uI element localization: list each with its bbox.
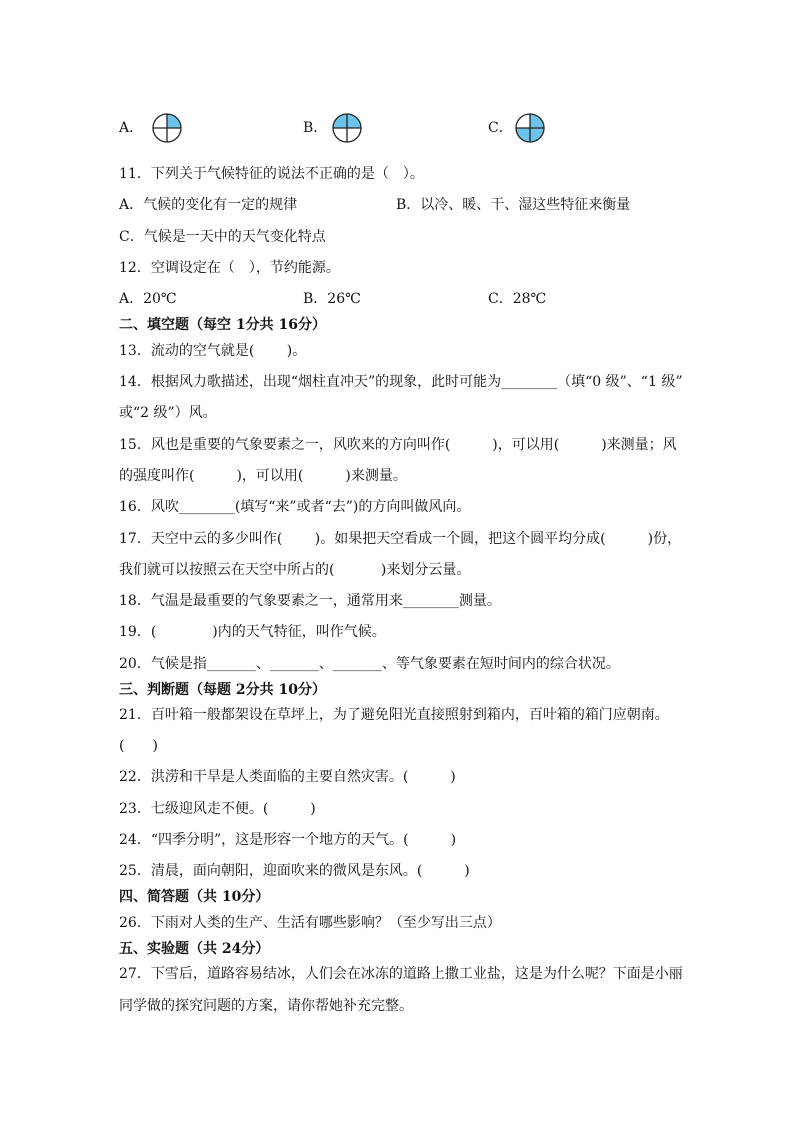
question-14-line-2: 或“2 级”）风。	[119, 405, 217, 421]
question-24: 24．“四季分明”，这是形容一个地方的天气。( )	[119, 832, 457, 848]
question-22: 22．洪涝和干旱是人类面临的主要自然灾害。( )	[119, 769, 456, 785]
section-experiment-heading: 五、实验题（共 24分）	[119, 941, 270, 957]
option-label: B．	[303, 120, 328, 136]
question-12-option-c: C．28℃	[488, 291, 547, 307]
question-20: 20．气候是指_______、_______、_______、等气象要素在短时间内的综合状况。	[119, 656, 620, 672]
question-23: 23．七级迎风走不便。( )	[119, 801, 316, 817]
question-16: 16．风吹________(填写“来”或者“去”)的方向叫做风向。	[119, 499, 471, 515]
question-17-line-1: 17．天空中云的多少叫作( )。如果把天空看成一个圆，把这个圆平均分成( )份，	[119, 531, 682, 547]
question-14-line-1: 14．根据风力歌描述，出现“烟柱直冲天”的现象，此时可能为________（填“0 级”、“1 级”	[119, 374, 683, 390]
section-fill-in-heading: 二、填空题（每空 1分共 16分）	[119, 317, 326, 333]
question-11-option-c: C．气候是一天中的天气变化特点	[119, 229, 326, 245]
option-label: C．	[488, 120, 513, 136]
question-19: 19．( )内的天气特征，叫作气候。	[119, 624, 386, 640]
circle-half-icon	[331, 112, 363, 144]
question-21-line-2: ( )	[119, 738, 158, 754]
question-12-stem: 12．空调设定在（ ），节约能源。	[119, 260, 340, 276]
question-21-line-1: 21．百叶箱一般都架设在草坪上，为了避免阳光直接照射到箱内，百叶箱的箱门应朝南。	[119, 707, 669, 723]
question-27-line-1: 27．下雪后，道路容易结冰，人们会在冰冻的道路上撒工业盐，这是为什么呢？下面是小丽	[119, 966, 683, 982]
question-15-line-2: 的强度叫作( )，可以用( )来测量。	[119, 468, 407, 484]
option-label: A．	[119, 120, 144, 136]
question-17-line-2: 我们就可以按照云在天空中所占的( )来划分云量。	[119, 562, 471, 578]
question-27-line-2: 同学做的探究问题的方案，请你帮她补充完整。	[119, 998, 413, 1014]
question-13: 13．流动的空气就是( )。	[119, 343, 307, 359]
question-12-option-b: B．26℃	[303, 291, 361, 307]
question-25: 25．清晨，面向朝阳，迎面吹来的微风是东风。( )	[119, 863, 470, 879]
question-12-option-a: A．20℃	[119, 291, 177, 307]
section-true-false-heading: 三、判断题（每题 2分共 10分）	[119, 682, 326, 698]
question-18: 18．气温是最重要的气象要素之一，通常用来________测量。	[119, 593, 501, 609]
question-11-option-a: A．气候的变化有一定的规律	[119, 197, 298, 213]
section-short-answer-heading: 四、简答题（共 10分）	[119, 889, 270, 905]
question-11-option-b: B．以冷、暖、干、湿这些特征来衡量	[396, 197, 631, 213]
circle-quarter-icon	[151, 112, 183, 144]
question-15-line-1: 15．风也是重要的气象要素之一，风吹来的方向叫作( )，可以用( )来测量；风	[119, 437, 677, 453]
question-26: 26．下雨对人类的生产、生活有哪些影响？（至少写出三点）	[119, 915, 501, 931]
question-11-stem: 11．下列关于气候特征的说法不正确的是（ ）。	[119, 166, 424, 182]
circle-three-quarters-icon	[514, 112, 546, 144]
